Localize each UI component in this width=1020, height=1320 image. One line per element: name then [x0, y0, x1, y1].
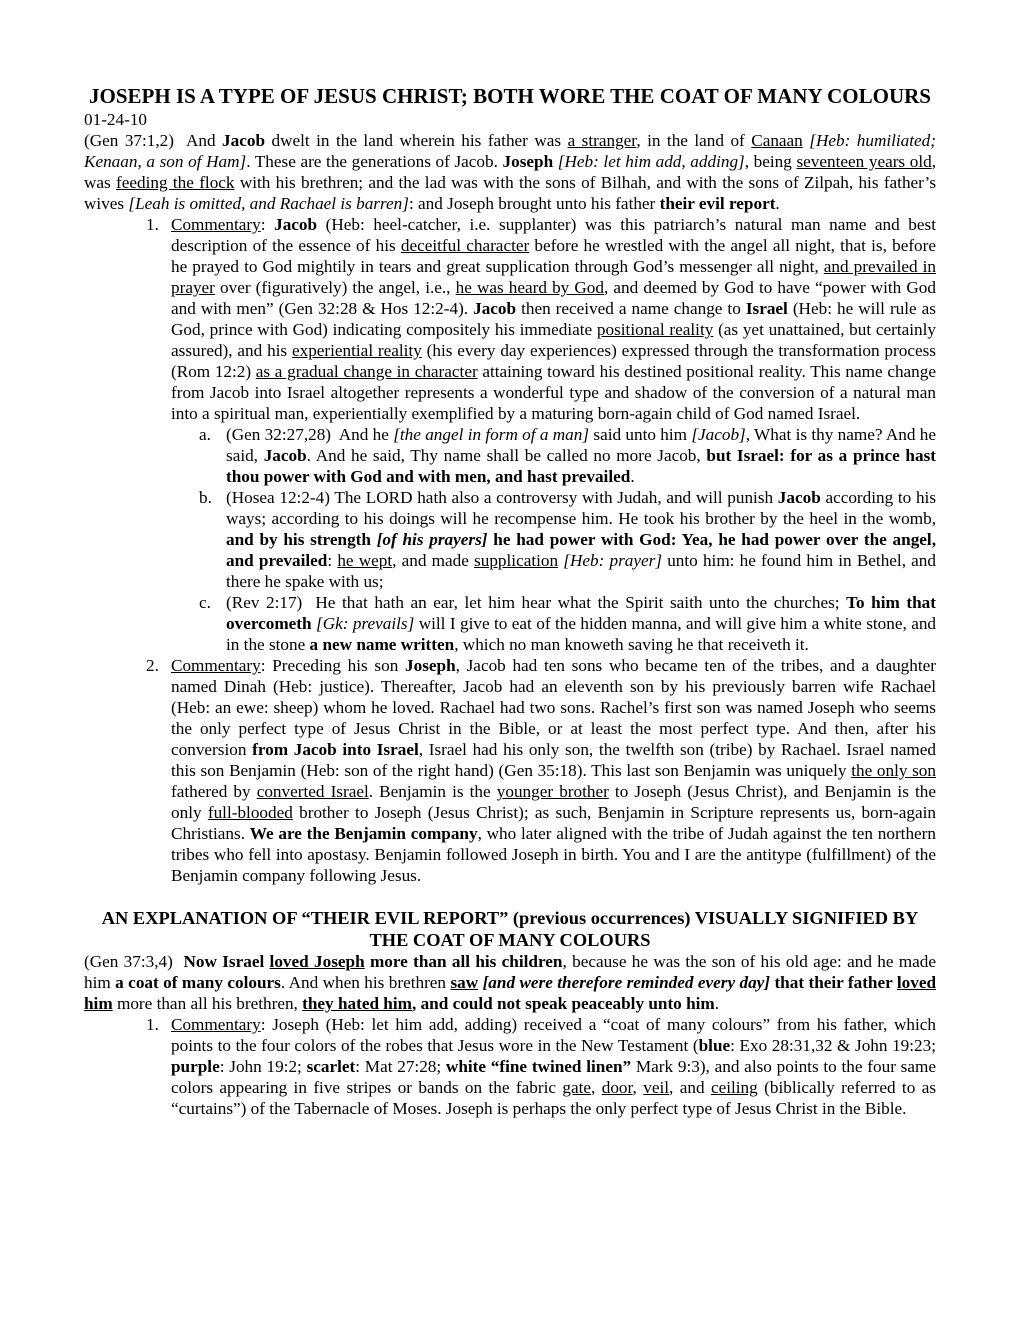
text-run: [the angel in form of a man]	[393, 425, 590, 444]
text-run: (as yet unattained, but certainly assured), and his	[171, 320, 936, 360]
text-run: (Gen 37:1,2) And	[84, 131, 223, 150]
date-label	[84, 109, 936, 130]
text-run: dwelt in the land wherein his father was	[265, 131, 568, 150]
list-item-level1	[146, 655, 937, 886]
text-run: : John 19:2;	[219, 1057, 307, 1076]
text-run: full-blooded	[207, 803, 293, 822]
text-run: Commentary	[171, 215, 261, 234]
text-run: Jacob	[777, 488, 821, 507]
text-run: , and	[669, 1078, 711, 1097]
paragraph	[84, 130, 936, 214]
text-run: then received a name change to	[516, 299, 746, 318]
text-run: Jacob	[263, 446, 307, 465]
text-run: supplication	[474, 551, 559, 570]
text-run: they hated him	[302, 994, 412, 1013]
list-item-level2	[199, 487, 937, 592]
text-run: Joseph	[405, 656, 456, 675]
text-run: saw	[450, 973, 479, 992]
text-run: experiential reality	[291, 341, 422, 360]
text-run: [and were therefore reminded every day]	[482, 973, 771, 992]
text-run: : Preceding his son	[260, 656, 405, 675]
list-marker: 1.	[146, 1015, 159, 1034]
text-run: Commentary	[171, 656, 261, 675]
text-run: will I give to eat of the hidden manna, and will give him a white stone, and in the stone	[226, 614, 937, 654]
text-run: younger brother	[496, 782, 609, 801]
text-run: ,	[632, 1078, 644, 1097]
text-run: (Rev 2:17) He that hath an ear, let him hear what the Spirit saith unto the churches;	[226, 593, 847, 612]
text-run: [Jacob]	[691, 425, 746, 444]
text-run: gate	[562, 1078, 592, 1097]
text-run: , which no man knoweth saving he that receiveth it.	[454, 635, 809, 654]
text-run: over (figuratively) the angel, i.e.,	[214, 278, 456, 297]
text-run: .	[714, 994, 720, 1013]
text-run: JOSEPH IS A TYPE OF JESUS CHRIST; BOTH WORE THE COAT OF MANY COLOURS	[89, 84, 931, 108]
text-run: said unto him	[589, 425, 692, 444]
text-run: fathered by	[171, 782, 257, 801]
text-run: with his brethren; and the lad was with the sons of Bilhah, and with the sons of Zilpah, his father’s wives	[84, 173, 937, 213]
list-marker: 2.	[146, 656, 159, 675]
text-run: (Heb: heel-catcher, i.e. supplanter) was this patriarch’s natural man name and best description of the essence of his	[171, 215, 936, 255]
text-run: he wept	[337, 551, 393, 570]
text-run: Canaan	[751, 131, 803, 150]
text-run: a new name written	[309, 635, 455, 654]
text-run: as a gradual change in character	[255, 362, 478, 381]
text-run: to Joseph (Jesus Christ), and Benjamin is the only	[171, 782, 936, 822]
text-run: Commentary	[171, 1015, 261, 1034]
text-run: .	[775, 194, 780, 213]
text-run: more than all his brethren,	[112, 994, 303, 1013]
text-run: Jacob	[473, 299, 517, 318]
text-run: [Heb: prayer]	[563, 551, 663, 570]
text-run: Now Israel	[183, 952, 270, 971]
text-run: unto him: he found him in Bethel, and there he spake with us;	[226, 551, 936, 591]
text-run: We are the Benjamin company	[249, 824, 478, 843]
text-run: feeding the flock	[116, 173, 235, 192]
text-run: (Heb: he will rule as God, prince with God) indicating compositely his immediate	[171, 299, 936, 339]
text-run: converted Israel	[256, 782, 369, 801]
text-run: : and Joseph brought unto his father	[408, 194, 660, 213]
text-run: :	[260, 215, 275, 234]
text-run: : Exo 28:31,32 & John 19:23;	[730, 1036, 936, 1055]
list-marker: 1.	[146, 215, 159, 234]
text-run: the only son	[851, 761, 936, 780]
text-run: Mark 9:3), and also points to the four same colors appearing in five stripes or bands on the fabric	[171, 1057, 936, 1097]
text-run: Joseph	[502, 152, 554, 171]
text-run: door	[601, 1078, 633, 1097]
list-item-level2	[199, 592, 937, 655]
document-content	[84, 84, 936, 1119]
list-item-level1	[146, 1014, 937, 1119]
text-run: (his every day experiences) expressed through the transformation process (Rom 12:2)	[171, 341, 936, 381]
text-run: , who later aligned with the tribe of Judah against the ten northern tribes who fell into apostasy. Benjamin followed Joseph in birth. You and I are the antitype (fulfillment) of the Benjamin company following Jesus.	[171, 824, 936, 885]
text-run: , was	[84, 152, 936, 192]
text-run: from Jacob into Israel	[252, 740, 419, 759]
text-run: and prevailed in prayer	[171, 257, 936, 297]
section-heading	[84, 907, 936, 951]
text-run: ceiling	[710, 1078, 758, 1097]
text-run: . Benjamin is the	[368, 782, 497, 801]
text-run: , Jacob had ten sons who became ten of the tribes, and a daughter named Dinah (Heb: justice). Thereafter, Jacob had an eleventh son by his previously barren wife Rachael (Heb: an ewe: sheep) whom he loved. Rachael had two sons. Rachel’s first son was named Joseph who seems the only perfect type of Jesus Christ in the Bible, or at least the most perfect type. And then, after his conversion	[171, 656, 936, 759]
text-run: before he wrestled with the angel all night, that is, before he prayed to God mightily in tears and great supplication through God’s messenger all night,	[171, 236, 936, 276]
text-run: Israel	[745, 299, 788, 318]
text-run: [Heb: humiliated; Kenaan, a son of Ham]	[84, 131, 937, 171]
text-run: . And he said, Thy name shall be called no more Jacob,	[306, 446, 707, 465]
text-run: more than all his children	[364, 952, 563, 971]
text-run: [Leah is omitted, and Rachael is barren]	[128, 194, 409, 213]
list-item-level1	[146, 214, 936, 424]
text-run: attaining toward his destined positional reality. This name change from Jacob into Israel altogether represents a wonderful type and shadow of the conversion of a natural man into a spiritual man, experientially exemplified by a maturing born-again child of God named Israel.	[171, 362, 936, 423]
text-run: , What is thy name? And he said,	[226, 425, 937, 465]
text-run: [Gk: prevails]	[316, 614, 415, 633]
text-run: : Mat 27:28;	[355, 1057, 446, 1076]
text-run: a stranger	[567, 131, 637, 150]
text-run: (Gen 32:27,28) And he	[226, 425, 394, 444]
text-run: . These are the generations of Jacob.	[246, 152, 503, 171]
text-run: loved him	[84, 973, 937, 1013]
text-run: .	[630, 467, 635, 486]
text-run: , Israel had his only son, the twelfth son (tribe) by Rachael. Israel named this son Benjamin (Heb: son of the right hand) (Gen 35:18). This last son Benjamin was uniquely	[171, 740, 937, 780]
text-run: positional reality	[596, 320, 714, 339]
text-run: their evil report	[659, 194, 776, 213]
text-run: , in the land of	[636, 131, 752, 150]
text-run: veil	[643, 1078, 670, 1097]
text-run: ,	[591, 1078, 602, 1097]
text-run: AN EXPLANATION OF “THEIR EVIL REPORT” (previous occurrences) VISUALLY SIGNIFIED BY THE COAT OF MANY COLOURS	[101, 908, 919, 950]
text-run: (Gen 37:3,4)	[84, 952, 184, 971]
text-run: white “fine twined linen”	[445, 1057, 632, 1076]
text-run: [Heb: let him add, adding]	[557, 152, 745, 171]
text-run: , and deemed by God to have “power with God and with men” (Gen 32:28 & Hos 12:2-4).	[171, 278, 936, 318]
text-run: :	[327, 551, 338, 570]
text-run: purple	[171, 1057, 220, 1076]
text-run: loved Joseph	[269, 952, 365, 971]
list-marker: a.	[199, 425, 211, 444]
text-run: seventeen years old	[796, 152, 932, 171]
text-run: he had power with God: Yea, he had power over the angel, and prevailed	[226, 530, 936, 570]
text-run: Jacob	[274, 215, 318, 234]
text-run: Jacob	[222, 131, 266, 150]
text-run: . And when his brethren	[280, 973, 451, 992]
text-run: and by his strength	[226, 530, 377, 549]
text-run: he was heard by God	[455, 278, 604, 297]
document-title	[84, 84, 936, 109]
paragraph	[84, 951, 936, 1014]
text-run: To him that overcometh	[226, 593, 936, 633]
text-run: according to his ways; according to his doings will he recompense him. He took his brother by the heel in the womb,	[226, 488, 937, 528]
text-run: 01-24-10	[84, 110, 148, 129]
text-run: brother to Joseph (Jesus Christ); as such, Benjamin in Scripture represents us, born-again Christians.	[171, 803, 936, 843]
text-run: , and could not speak peaceably unto him	[411, 994, 715, 1013]
text-run: (biblically referred to as “curtains”) of the Tabernacle of Moses. Joseph is perhaps the only perfect type of Jesus Christ in the Bible.	[171, 1078, 937, 1118]
text-run: but Israel: for as a prince hast thou power with God and with men, and hast prevailed	[226, 446, 936, 486]
text-run: [of his prayers]	[376, 530, 488, 549]
list-item-level2	[199, 424, 937, 487]
text-run: a coat of many colours	[115, 973, 281, 992]
list-marker: b.	[199, 488, 212, 507]
text-run: , and made	[392, 551, 475, 570]
text-run: : Joseph (Heb: let him add, adding) received a “coat of many colours” from his father, which points to the four colors of the robes that Jesus wore in the New Testament (	[171, 1015, 936, 1055]
text-run: deceitful character	[400, 236, 530, 255]
text-run: that their father	[774, 973, 897, 992]
list-marker: c.	[199, 593, 211, 612]
text-run: blue	[698, 1036, 731, 1055]
text-run: scarlet	[306, 1057, 356, 1076]
text-run: , because he was the son of his old age: and he made him	[84, 952, 936, 992]
text-run: (Hosea 12:2-4) The LORD hath also a controversy with Judah, and will punish	[226, 488, 778, 507]
text-run: , being	[744, 152, 797, 171]
